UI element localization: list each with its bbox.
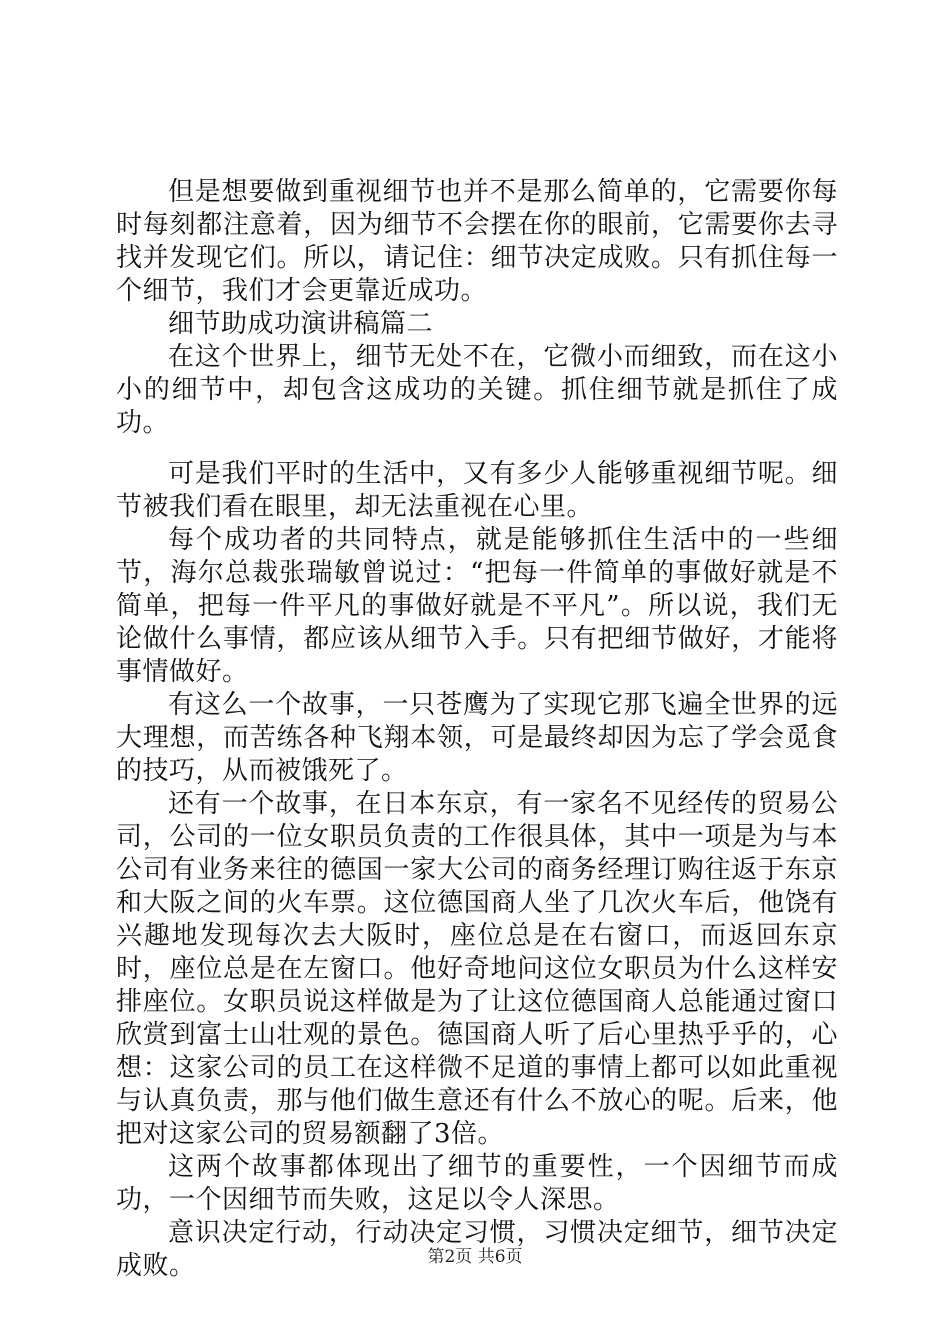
paragraph: 有这么一个故事，一只苍鹰为了实现它那飞遍全世界的远大理想，而苦练各种飞翔本领，可是最终却因为忘了学会觅食的技巧，从而被饿死了。 bbox=[116, 690, 838, 786]
paragraph: 还有一个故事，在日本东京，有一家名不见经传的贸易公司，公司的一位女职员负责的工作很具体，其中一项是为与本公司有业务来往的德国一家大公司的商务经理订购往返于东京和大阪之间的火车票。这位德国商人坐了几次火车后，他饶有兴趣地发现每次去大阪时，座位总是在右窗口，而返回东京时，座位总是在左窗口。他好奇地问这位女职员为什么这样安排座位。女职员说这样做是为了让这位德国商人总能通过窗口欣赏到富士山壮观的景色。德国商人听了后心里热乎乎的，心想：这家公司的员工在这样微不足道的事情上都可以如此重视与认真负责，那与他们做生意还有什么不放心的呢。后来，他把对这家公司的贸易额翻了3倍。 bbox=[116, 789, 838, 1149]
document-body bbox=[116, 176, 838, 1283]
paragraph: 但是想要做到重视细节也并不是那么简单的，它需要你每时每刻都注意着，因为细节不会摆在你的眼前，它需要你去寻找并发现它们。所以，请记住：细节决定成败。只有抓住每一个细节，我们才会更靠近成功。 bbox=[116, 177, 838, 306]
paragraph: 每个成功者的共同特点，就是能够抓住生活中的一些细节，海尔总裁张瑞敏曾说过：“把每一件简单的事做好就是不简单，把每一件平凡的事做好就是不平凡”。所以说，我们无论做什么事情，都应该从细节入手。只有把细节做好，才能将事情做好。 bbox=[116, 525, 838, 687]
paragraph: 意识决定行动，行动决定习惯，习惯决定细节，细节决定成败。 bbox=[116, 1218, 838, 1281]
paragraph: 在这个世界上，细节无处不在，它微小而细致，而在这小小的细节中，却包含这成功的关键。抓住细节就是抓住了成功。 bbox=[116, 342, 838, 438]
section-heading: 细节助成功演讲稿篇二 bbox=[168, 309, 434, 339]
paragraph: 这两个故事都体现出了细节的重要性，一个因细节而成功，一个因细节而失败，这足以令人深思。 bbox=[116, 1152, 838, 1215]
page-number-footer: 第2页 共6页 bbox=[427, 1247, 523, 1267]
paragraph: 可是我们平时的生活中，又有多少人能够重视细节呢。细节被我们看在眼里，却无法重视在心里。 bbox=[116, 459, 838, 522]
